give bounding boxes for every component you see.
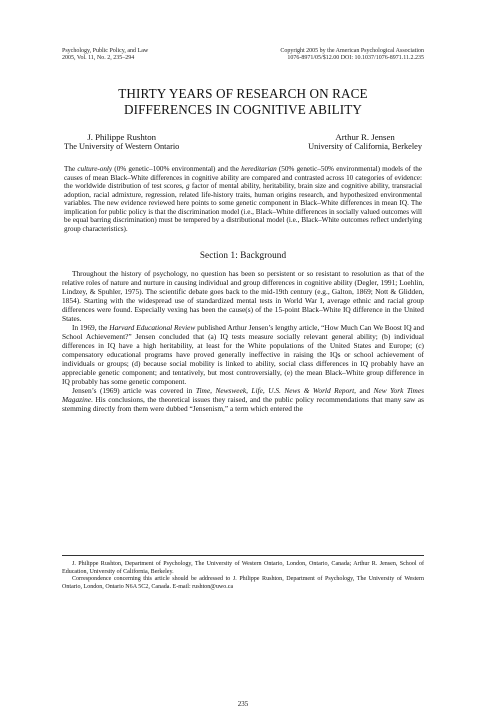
publication-italic: U.S. News & World Report <box>268 386 355 396</box>
doi-line: 1076-8971/05/$12.00 DOI: 10.1037/1076-8971.11.2.235 <box>287 54 424 61</box>
correspondence-note: Correspondence concerning this article should be addressed to J. Philippe Rushton, Department of Psychology, The University of Western Ontario, London, Ontario N6A 5C2, Canada. E-mail: rushton@uwo.ca <box>62 576 424 591</box>
abstract-text: (0% genetic–100% environmental) and the <box>112 165 242 174</box>
author-affiliation: The University of Western Ontario <box>64 142 180 152</box>
author-rushton <box>64 133 179 153</box>
section-heading: Section 1: Background <box>199 249 287 260</box>
body-text-run: In 1969, the <box>72 322 110 332</box>
title-line-2: DIFFERENCES IN COGNITIVE ABILITY <box>124 101 362 117</box>
abstract-italic-term: g <box>185 182 190 191</box>
body-paragraph: Throughout the history of psychology, no question has been so persistent or so resistant to resolution as that of the relative roles of nature and nurture in causing individual and group differences in cognitive ability (Degler, 1991; Loehlin, Lindzey, & Spuhler, 1975). The scientific debate goes back to the mid-19th century (e.g., Galton, 1869; Nott & Glidden, 1854). Starting with the widespread use of standardized mental tests in World War I, average ethnic and racial group differences were found. Especially vexing has been the cause(s) of the 15-point Black–White IQ difference in the United States. <box>62 268 424 323</box>
abstract-text: (50% genetic–50% environmental) models of the causes of mean Black–White differences in cognitive ability are compared and contrasted across 10 categories of evidence: the worldwide distribution of test scores, <box>64 165 422 191</box>
body-paragraph <box>62 323 424 386</box>
abstract-text: The <box>64 165 78 174</box>
title-line-1: THIRTY YEARS OF RESEARCH ON RACE <box>118 85 368 101</box>
publication-italic: New York Times Magazine <box>62 386 425 405</box>
author-affiliation: University of California, Berkeley <box>308 142 422 152</box>
body-paragraph <box>62 386 424 413</box>
article-page <box>62 48 424 708</box>
footnote-divider <box>62 555 424 556</box>
abstract-italic-term: hereditarian <box>241 165 277 174</box>
journal-citation <box>62 48 148 62</box>
author-jensen <box>308 133 422 153</box>
author-name: Arthur R. Jensen <box>335 131 395 142</box>
body-text-run: , <box>246 386 252 396</box>
publication-italic: Life <box>251 386 263 396</box>
footnotes <box>62 561 424 592</box>
abstract-italic-term: culture-only <box>77 165 113 174</box>
volume-issue: 2005, Vol. 11, No. 2, 235–294 <box>62 54 135 61</box>
copyright-notice <box>280 48 424 62</box>
author-name: J. Philippe Rushton <box>87 131 156 142</box>
running-head <box>62 48 424 62</box>
body-text-run: , <box>210 386 216 396</box>
author-note: J. Philippe Rushton, Department of Psychology, The University of Western Ontario, London, Ontario, Canada; Arthur R. Jensen, School of Education, University of California, Berkeley. <box>62 561 424 575</box>
body-text <box>62 269 424 414</box>
body-text-run: . His conclusions, the theoretical issues they raised, and the public policy recommendations that many saw as stemming directly from them were dubbed “Jensenism,” a term which entered the <box>62 395 424 414</box>
page-number: 235 <box>237 700 249 708</box>
abstract-text: factor of mental ability, heritability, brain size and cognitive ability, transracial adoption, racial admixture, regression, related life-history traits, human origins research, and hypothesized environmental variables. The new evidence reviewed here points to some genetic component in Black–White differences in mean IQ. The implication for public policy is that the discrimination model (i.e., Black–White differences in socially valued outcomes will be equal barring discrimination) must be tempered by a distributional model (i.e., Black–White outcomes reflect underlying group characteristics). <box>64 182 423 234</box>
body-text-run: Jensen’s (1969) article was covered in <box>72 386 196 396</box>
body-text-run: , and <box>354 386 374 396</box>
body-text-run: , <box>262 386 269 396</box>
article-title <box>62 86 424 118</box>
copyright-line: Copyright 2005 by the American Psychological Association <box>280 48 424 54</box>
journal-title-italic: Harvard Educational Review <box>109 322 196 332</box>
publication-italic: Time <box>195 386 211 396</box>
author-block <box>62 133 424 153</box>
publication-italic: Newsweek <box>215 386 247 396</box>
journal-name: Psychology, Public Policy, and Law <box>62 48 149 54</box>
body-text-run: published Arthur Jensen’s lengthy article, “How Much Can We Boost IQ and School Achievement?” Jensen concluded that (a) IQ tests measure socially relevant general ability; (b) individual differences in IQ have a high heritability, at least for the White populations of the United States and Europe; (c) compensatory educational programs have proved generally ineffective in raising the IQs or school achievement of individuals or groups; (d) because social mobility is linked to ability, social class differences in IQ probably have an appreciable genetic component; and tentatively, but most controversially, (e) the mean Black–White group difference in IQ probably has some genetic component. <box>62 322 424 387</box>
abstract <box>62 165 424 233</box>
